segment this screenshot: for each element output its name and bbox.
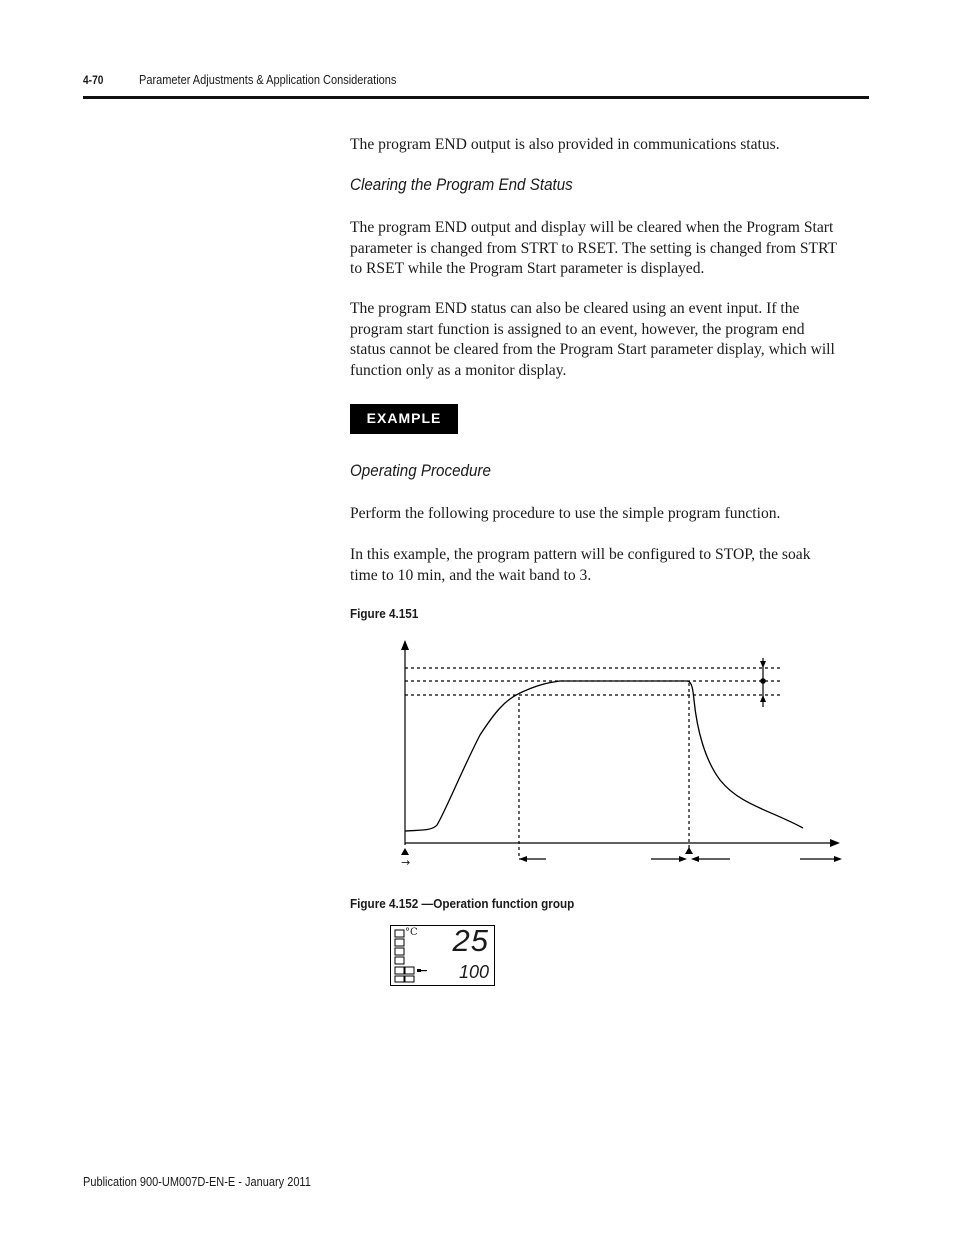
start-trigger-marker xyxy=(401,848,409,855)
text-line: to RSET while the Program Start parameter is displayed. xyxy=(350,260,705,277)
text-line: The program END output and display will be cleared when the Program Start xyxy=(350,219,834,236)
soak-arrowhead-right xyxy=(679,856,687,862)
temperature-curve xyxy=(405,681,803,831)
paragraph-perform: Perform the following procedure to use the simple program function. xyxy=(350,505,781,522)
chapter-title: Parameter Adjustments & Application Considerations xyxy=(139,73,397,87)
text-line: parameter is changed from STRT to RSET. The setting is changed from STRT xyxy=(350,239,838,257)
text-line: In this example, the program pattern will be configured to STOP, the soak xyxy=(350,546,811,563)
controller-display xyxy=(390,925,495,986)
x-axis-arrowhead xyxy=(830,839,840,847)
heading-operating-procedure: Operating Procedure xyxy=(350,462,491,480)
setpoint-dot xyxy=(760,678,766,684)
unit-label: °C xyxy=(405,927,418,938)
band-arrow-down xyxy=(760,661,766,668)
figure-4-151-label: Figure 4.151 xyxy=(350,606,419,621)
paragraph-end-output: The program END output is also provided in communications status. xyxy=(350,136,780,153)
process-value: 25 xyxy=(452,923,489,958)
text-line: program start function is assigned to an event, however, the program end xyxy=(350,320,805,338)
after-end-arrowhead xyxy=(691,856,699,862)
figure-4-152-label: Figure 4.152 —Operation function group xyxy=(350,896,575,911)
y-axis-arrowhead xyxy=(401,640,409,650)
heading-clearing-program-end: Clearing the Program End Status xyxy=(350,176,573,194)
key-icon xyxy=(417,969,421,972)
indicator-lamp xyxy=(395,976,404,982)
time-arrowhead xyxy=(834,856,842,862)
publication-footer: Publication 900-UM007D-EN-E - January 2011 xyxy=(83,1175,311,1189)
set-value: 100 xyxy=(458,962,489,982)
indicator-lamp xyxy=(395,948,404,955)
indicator-lamp xyxy=(395,930,404,937)
indicator-lamp xyxy=(395,967,404,974)
example-badge: EXAMPLE xyxy=(350,404,458,434)
indicator-lamp xyxy=(395,939,404,946)
page-number: 4-70 xyxy=(83,73,104,87)
text-line: status cannot be cleared from the Program Start parameter display, which will xyxy=(350,341,835,358)
key-icon-shaft xyxy=(421,970,427,971)
text-line: The program END status can also be cleared using an event input. If the xyxy=(350,300,800,317)
end-trigger-marker xyxy=(685,847,693,854)
text-line: function only as a monitor display. xyxy=(350,361,567,379)
start-arrow-icon: → xyxy=(401,856,411,869)
indicator-lamp xyxy=(395,957,404,964)
text-line: time to 10 min, and the wait band to 3. xyxy=(350,566,592,584)
band-arrow-up xyxy=(760,695,766,702)
indicator-lamp xyxy=(405,967,414,974)
soak-arrowhead-left xyxy=(519,856,527,862)
indicator-lamp xyxy=(405,976,414,982)
